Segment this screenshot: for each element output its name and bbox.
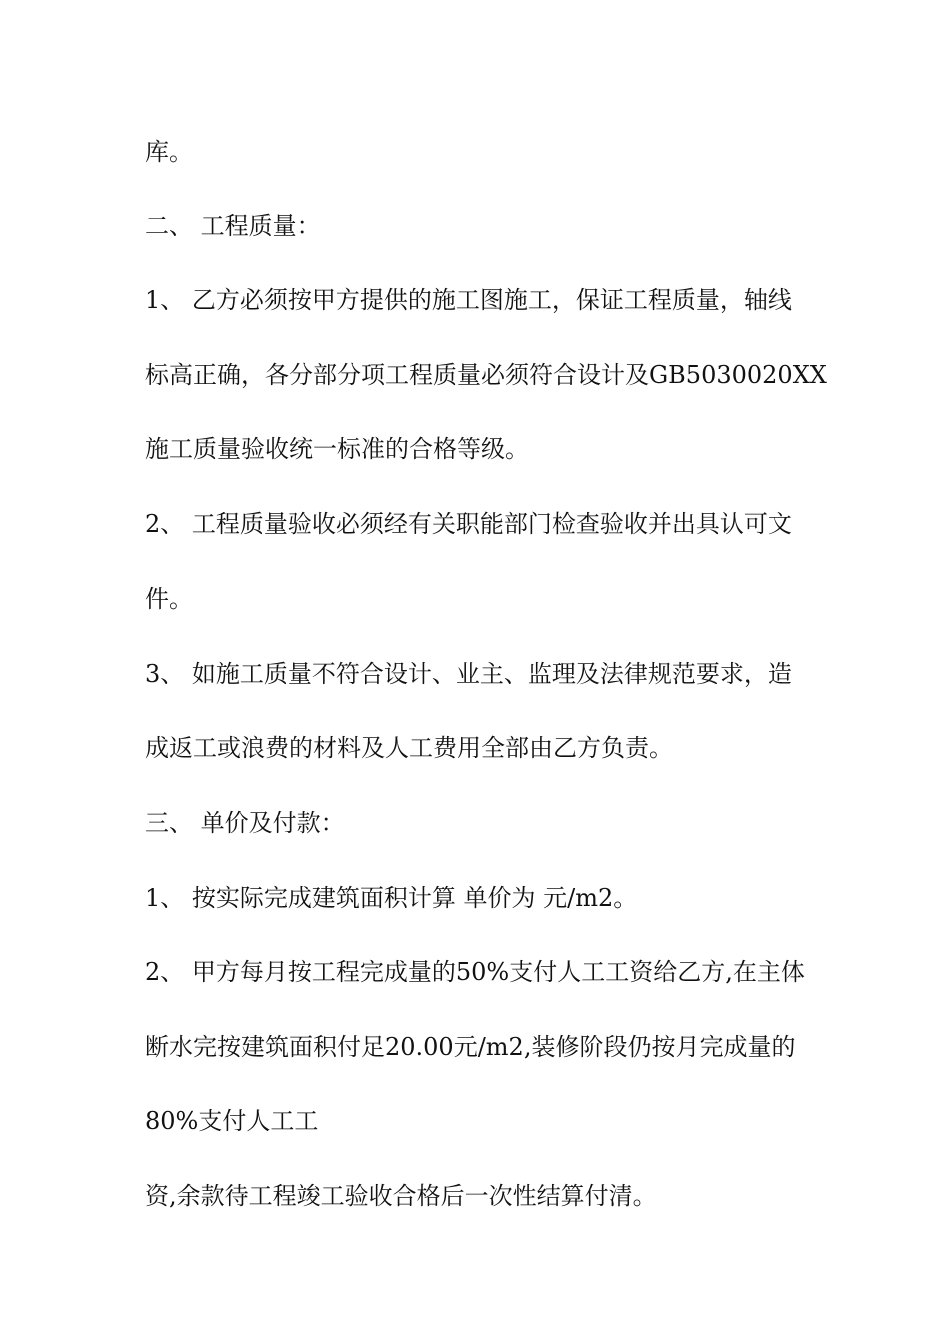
text-line-4: 标高正确，各分部分项工程质量必须符合设计及GB5030020XX — [145, 361, 827, 389]
text-line-14: 80%支付人工工 — [145, 1107, 319, 1135]
text-line-9: 成返工或浪费的材料及人工费用全部由乙方负责。 — [145, 734, 673, 762]
section-heading-quality: 二、 工程质量： — [145, 212, 321, 240]
section-heading-price-payment: 三、 单价及付款： — [145, 809, 345, 837]
text-line-12: 2、 甲方每月按工程完成量的50%支付人工工资给乙方,在主体 — [145, 958, 805, 986]
text-line-5: 施工质量验收统一标准的合格等级。 — [145, 435, 529, 463]
text-line-7: 件。 — [145, 585, 193, 613]
text-line-3: 1、 乙方必须按甲方提供的施工图施工，保证工程质量，轴线 — [145, 286, 792, 314]
text-line-8: 3、 如施工质量不符合设计、业主、监理及法律规范要求，造 — [145, 660, 792, 688]
text-line-11: 1、 按实际完成建筑面积计算 单价为 元/m2。 — [145, 884, 638, 912]
text-line-13: 断水完按建筑面积付足20.00元/m2,装修阶段仍按月完成量的 — [145, 1033, 796, 1061]
text-line-6: 2、 工程质量验收必须经有关职能部门检查验收并出具认可文 — [145, 510, 792, 538]
text-line-15: 资,余款待工程竣工验收合格后一次性结算付清。 — [145, 1182, 657, 1210]
text-line-1: 库。 — [145, 138, 193, 166]
